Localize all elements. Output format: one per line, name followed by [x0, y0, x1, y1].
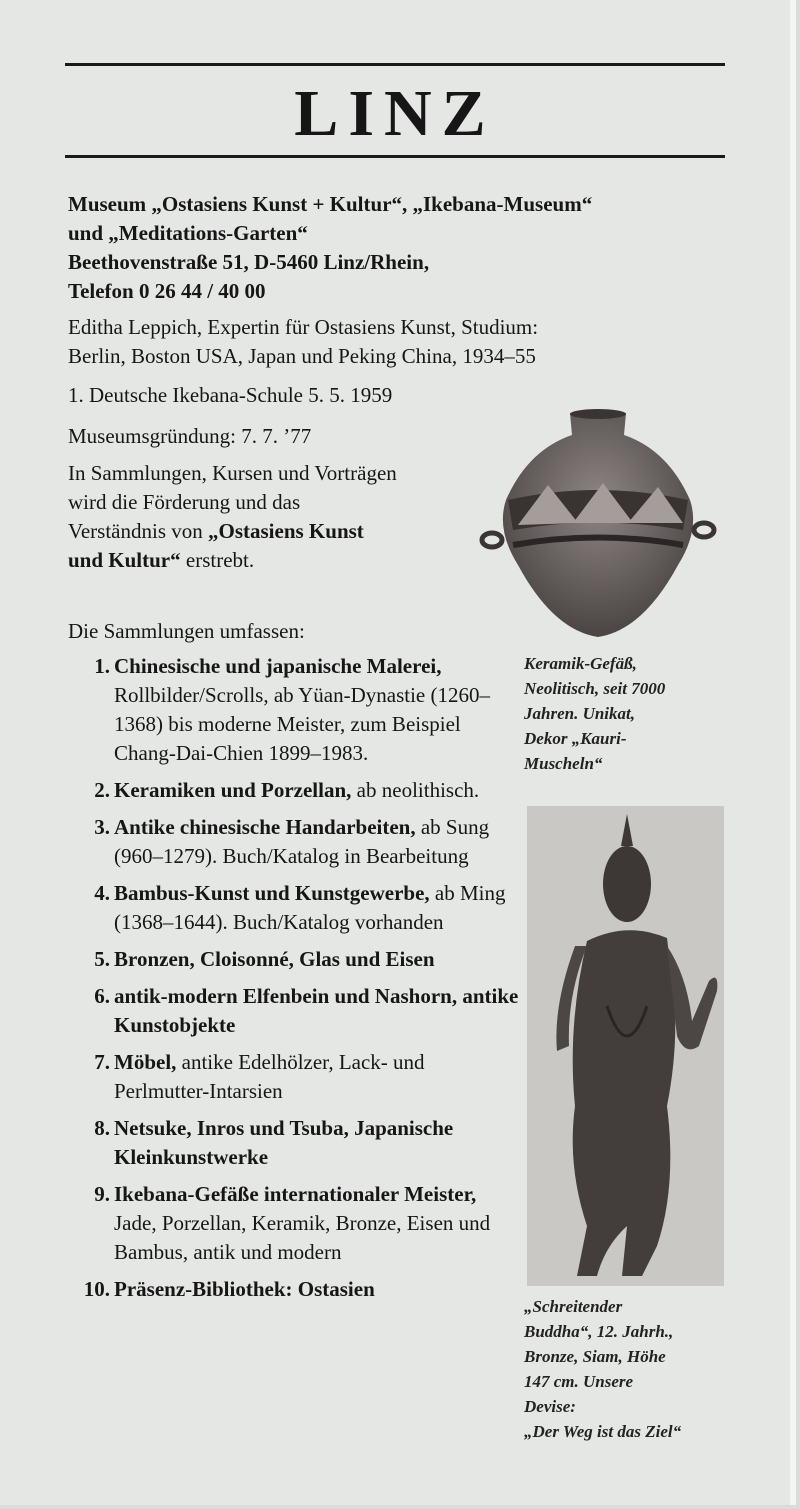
intro-text: Verständnis von: [68, 519, 208, 543]
caption-line: Devise:: [524, 1397, 576, 1416]
caption-line: 147 cm. Unsere: [524, 1372, 634, 1391]
header-line-1: Museum „Ostasiens Kunst + Kultur“, „Ikebana-Museum“: [68, 192, 593, 216]
caption-line: Buddha“, 12. Jahrh.,: [524, 1322, 674, 1341]
collections-list: [82, 652, 522, 1312]
collection-number: 5.: [94, 947, 110, 971]
collection-title: Möbel,: [114, 1050, 177, 1074]
collection-number: 8.: [94, 1116, 110, 1140]
museum-header: [68, 190, 728, 306]
collection-text: [114, 1180, 522, 1267]
collection-text: [114, 1048, 522, 1106]
collection-item: [82, 1180, 522, 1267]
collection-number: 4.: [94, 881, 110, 905]
founding-line: Museumsgründung: 7. 7. ’77: [68, 424, 312, 448]
collection-detail: ab neolithisch.: [351, 778, 480, 802]
collection-number: 9.: [94, 1182, 110, 1206]
caption-line: „Schreitender: [524, 1297, 623, 1316]
caption-line: Jahren. Unikat,: [524, 704, 635, 723]
bio-line-1: Editha Leppich, Expertin für Ostasiens Kunst, Studium:: [68, 315, 539, 339]
collections-heading: Die Sammlungen umfassen:: [68, 619, 305, 643]
collection-item: [82, 652, 522, 768]
page-title: LINZ: [294, 77, 496, 150]
collection-title: Netsuke, Inros und Tsuba, Japanische Kleinkunstwerke: [114, 1116, 454, 1169]
bio-paragraph: [68, 313, 728, 371]
header-line-4: Telefon 0 26 44 / 40 00: [68, 279, 266, 303]
collection-item: [82, 813, 522, 871]
collection-number: 10.: [83, 1277, 110, 1301]
buddha-caption: [524, 1294, 744, 1444]
bio-line-2: Berlin, Boston USA, Japan und Peking China, 1934–55: [68, 344, 536, 368]
collection-item: [82, 1114, 522, 1172]
caption-line: Dekor „Kauri-: [524, 729, 627, 748]
title-rule: [65, 155, 725, 158]
collection-number: 3.: [94, 815, 110, 839]
intro-line-3: [68, 517, 508, 546]
intro-line-4: [68, 546, 508, 575]
school-line: 1. Deutsche Ikebana-Schule 5. 5. 1959: [68, 383, 393, 407]
collection-text: [114, 776, 522, 805]
collection-number: 1.: [94, 654, 110, 678]
collection-number: 7.: [94, 1050, 110, 1074]
collection-detail: ab Sung (960–1279). Buch/Katalog in Bearbeitung: [114, 815, 490, 868]
caption-line: Neolitisch, seit 7000: [524, 679, 666, 698]
collection-text: [114, 813, 522, 871]
collection-item: [82, 776, 522, 805]
intro-line-2: wird die Förderung und das: [68, 490, 301, 514]
collection-title: Keramiken und Porzellan,: [114, 778, 352, 802]
collection-text: [114, 1114, 522, 1172]
collection-text: [114, 982, 522, 1040]
collection-detail: ab Ming (1368–1644). Buch/Katalog vorhanden: [114, 881, 506, 934]
intro-line-1: In Sammlungen, Kursen und Vorträgen: [68, 461, 397, 485]
collection-item: [82, 879, 522, 937]
collection-item: [82, 982, 522, 1040]
collection-number: 2.: [94, 778, 110, 802]
collection-text: [114, 945, 522, 974]
header-line-2: und „Meditations-Garten“: [68, 221, 308, 245]
collection-title: Präsenz-Bibliothek: Ostasien: [114, 1277, 375, 1301]
collection-title: antik-modern Elfenbein und Nashorn, antike Kunstobjekte: [114, 984, 519, 1037]
buddha-image: [527, 806, 724, 1286]
collection-title: Bronzen, Cloisonné, Glas und Eisen: [114, 947, 435, 971]
vase-image: [478, 405, 718, 640]
collection-item: [82, 945, 522, 974]
collection-title: Antike chinesische Handarbeiten,: [114, 815, 416, 839]
header-line-3: Beethovenstraße 51, D-5460 Linz/Rhein,: [68, 250, 430, 274]
caption-line: Bronze, Siam, Höhe: [524, 1347, 666, 1366]
collection-item: [82, 1048, 522, 1106]
collection-title: Bambus-Kunst und Kunstgewerbe,: [114, 881, 430, 905]
caption-line: Keramik-Gefäß,: [524, 654, 637, 673]
collection-text: [114, 1275, 522, 1304]
caption-line: „Der Weg ist das Ziel“: [524, 1422, 682, 1441]
collection-title: Chinesische und japanische Malerei,: [114, 654, 442, 678]
intro-bold-2: und Kultur“: [68, 548, 181, 572]
collection-item: [82, 1275, 522, 1304]
intro-text-2: erstrebt.: [180, 548, 255, 572]
intro-paragraph: [68, 459, 508, 575]
collection-detail: Jade, Porzellan, Keramik, Bronze, Eisen und Bambus, antik und modern: [114, 1211, 491, 1264]
collection-detail: antike Edelhölzer, Lack- und Perlmutter-Intarsien: [114, 1050, 425, 1103]
collection-title: Ikebana-Gefäße internationaler Meister,: [114, 1182, 477, 1206]
collection-number: 6.: [94, 984, 110, 1008]
top-rule: [65, 63, 725, 66]
intro-bold: „Ostasiens Kunst: [208, 519, 364, 543]
caption-line: Muscheln“: [524, 754, 603, 773]
collection-detail: Rollbilder/Scrolls, ab Yüan-Dynastie (1260–1368) bis moderne Meister, zum Beispiel Chang-Dai-Chien 1899–1983.: [114, 683, 490, 765]
vase-caption: [524, 651, 744, 776]
collection-text: [114, 652, 522, 768]
collection-text: [114, 879, 522, 937]
